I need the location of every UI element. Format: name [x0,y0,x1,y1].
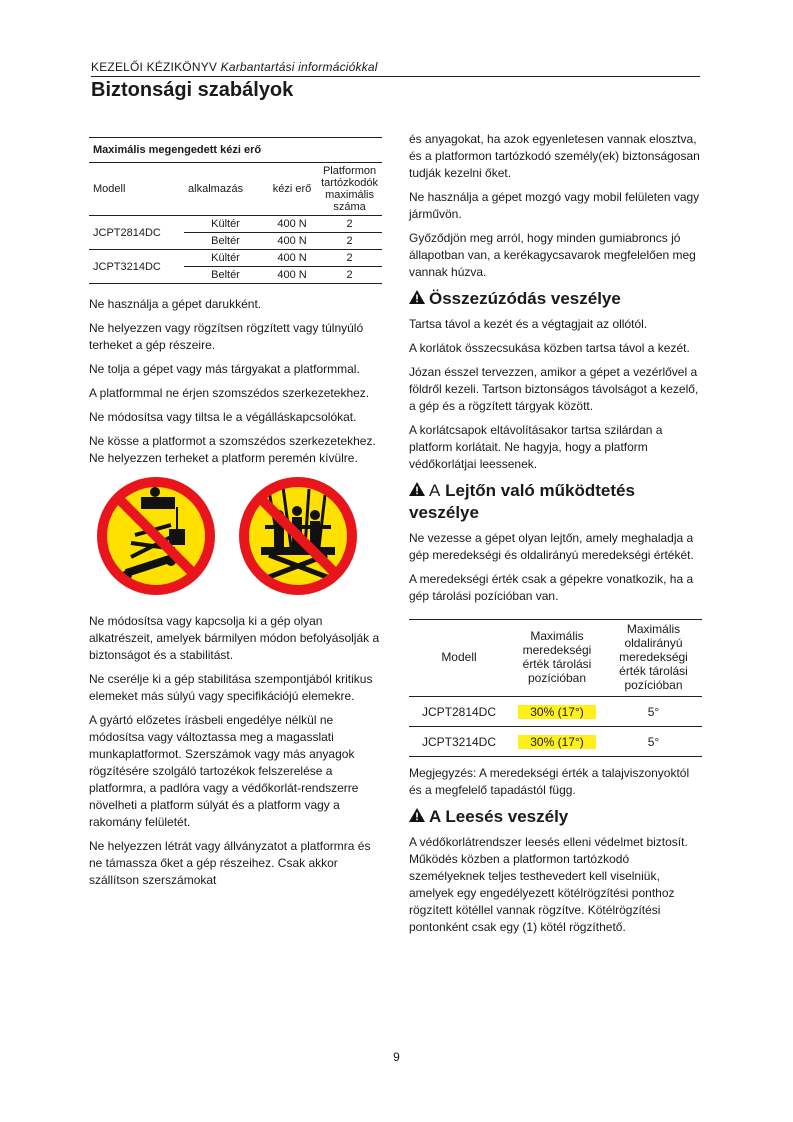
no-overload-icon [239,477,357,595]
paragraph: Ne tolja a gépet vagy más tárgyakat a platformmal. [89,362,360,376]
paragraph: A gyártó előzetes írásbeli engedélye nélkül ne módosítsa vagy változtassa meg a magasslati munkaplatformot. Szerszámok vagy más anyagok rögzítésére szolgáló tartozékok felszerelése a platformra, a padlóra vagy a védőkorlát-rendszerre növelheti a platform súlyát és a platform vagy a rakomány felületét. [89,713,359,829]
section-heading-fall: A Leesés veszély [409,806,702,828]
section-heading-crush: Összezúzódás veszélye [409,288,702,310]
table-cell: 2 [317,233,382,250]
no-crane-use-icon [97,477,215,595]
th-force: kézi erő [267,163,317,216]
paragraph: Ne módosítsa vagy kapcsolja ki a gép olyan alkatrészeit, amelyek bármilyen módon befolyásolják a biztonságot és a stabilitást. [89,614,380,662]
manual-force-table [89,137,382,284]
prohibition-pictograms [97,477,382,595]
table-cell-model: JCPT3214DC [409,727,509,757]
table-cell: 2 [317,267,382,284]
left-column [89,137,382,896]
th-model: Modell [89,163,184,216]
warning-triangle-icon [409,806,425,828]
paragraph: Ne helyezzen vagy rögzítsen rögzített vagy túlnyúló terheket a gép részeire. [89,321,364,352]
paragraph: Ne használja a gépet mozgó vagy mobil felületen vagy járművön. [409,190,700,221]
th-model: Modell [409,620,509,697]
table-cell: Kültér [184,216,267,233]
paragraph: Ne használja a gépet darukként. [89,297,262,311]
th-side-slope: Maximális oldalirányú meredekségi érték tárolási pozícióban [605,620,702,697]
th-application: alkalmazás [184,163,267,216]
note: Megjegyzés: A meredekségi érték a talajviszonyoktól és a megfelelő tapadástól függ. [409,766,690,797]
table-cell: 5° [605,697,702,727]
paragraph: A védőkorlátrendszer leesés elleni védelmet biztosít. Működés közben a platformon tartózkodó személyeknek teljes testhevedert kell viselniük, amelyek egy engedélyezett kötélrögzítési ponthoz rögzített kötéllel vannak rögzítve. Kötélrögzítési pontonként csak egy (1) kötél rögzíthető. [409,835,688,934]
table-cell: 400 N [267,233,317,250]
table-cell: 400 N [267,250,317,267]
page-number: 9 [393,1050,400,1064]
table-cell-model: JCPT2814DC [89,216,184,250]
table-cell: Beltér [184,267,267,284]
table-caption: Maximális megengedett kézi erő [89,138,382,163]
section-heading-slope: A Lejtőn való működtetés veszélye [409,481,635,522]
header-rule [91,76,700,77]
paragraph: A korlátcsapok eltávolításakor tartsa szilárdan a platform korlátait. Ne hagyja, hogy a platform védőkorlátjai leessenek. [409,423,663,471]
paragraph: A meredekségi érték csak a gépekre vonatkozik, ha a gép tárolási pozícióban van. [409,572,694,603]
paragraph: A platformmal ne érjen szomszédos szerkezetekhez. [89,386,370,400]
paragraph: Ne módosítsa vagy tiltsa le a végálláskapcsolókat. [89,410,357,424]
table-cell-model: JCPT3214DC [89,250,184,284]
paragraph: Ne vezesse a gépet olyan lejtőn, amely meghaladja a gép meredekségi és oldalirányú meredekségi értékét. [409,531,694,562]
warning-triangle-icon [409,288,425,310]
running-header: KEZELŐI KÉZIKÖNYV Karbantartási információkkal [91,60,378,74]
paragraph: Ne helyezzen létrát vagy állványzatot a platformra és ne támassza őket a gép részeihez. Csak akkor szállítson szerszámokat [89,839,371,887]
right-column [409,131,702,943]
th-slope: Maximális meredekségi érték tárolási pozícióban [509,620,605,697]
table-cell: Kültér [184,250,267,267]
paragraph: Józan ésszel tervezzen, amikor a gépet a vezérlővel a földről kezeli. Tartson biztonságos távolságot a kezelő, a gép és a rögzített tárgyak között. [409,365,699,413]
table-cell: 30% (17°) [509,697,605,727]
table-cell: 400 N [267,267,317,284]
table-cell: 400 N [267,216,317,233]
table-cell-model: JCPT2814DC [409,697,509,727]
paragraph: Ne cserélje ki a gép stabilitása szempontjából kritikus elemeket más súlyú vagy specifikációjú elemekre. [89,672,373,703]
paragraph: Ne kösse a platformot a szomszédos szerkezetekhez. [89,434,376,448]
warning-triangle-icon [409,480,425,502]
slope-table [409,619,702,757]
paragraph: és anyagokat, ha azok egyenletesen vannak elosztva, és a platformon tartózkodó személy(ek) biztonságosan tudják kezelni őket. [409,132,700,180]
paragraph: A korlátok összecsukása közben tartsa távol a kezét. [409,341,690,355]
page-title: Biztonsági szabályok [91,79,294,101]
th-occupants: Platformon tartózkodók maximális száma [317,163,382,216]
table-cell: 5° [605,727,702,757]
paragraph: Ne helyezzen terheket a platform peremén kívülre. [89,451,358,465]
table-cell: Beltér [184,233,267,250]
table-cell: 2 [317,250,382,267]
paragraph: Tartsa távol a kezét és a végtagjait az ollótól. [409,317,648,331]
table-cell: 2 [317,216,382,233]
paragraph: Győződjön meg arról, hogy minden gumiabroncs jó állapotban van, a kerékagycsavarok megfelelően meg vannak húzva. [409,231,696,279]
table-cell: 30% (17°) [509,727,605,757]
